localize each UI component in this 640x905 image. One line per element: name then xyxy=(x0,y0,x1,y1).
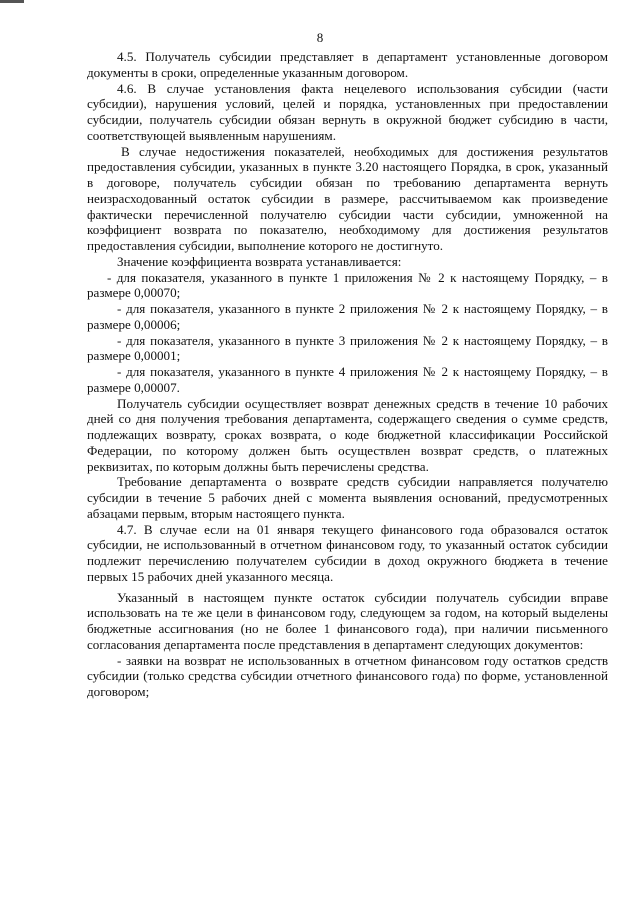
list-item-indicator-3: - для показателя, указанного в пункте 3 приложения № 2 к настоящему Порядку, – в размере 0,00001; xyxy=(87,332,608,364)
paragraph-return-terms: Получатель субсидии осуществляет возврат денежных средств в течение 10 рабочих дней со дня получения требования департамента, содержащего сведения о сумме средств, подлежащих возврату, сроках возврата, о коде бюджетной классификации Российской Федерации, по которому должен быть осуществлен возврат средств, о платежных реквизитах, по которым должны быть перечислены средства. xyxy=(87,395,608,474)
paragraph-4-6: 4.6. В случае установления факта нецелевого использования субсидии (части субсидии), нарушения условий, целей и порядка, установленных при предоставлении субсидии, получатель субсидии обязан вернуть в окружной бюджет субсидию в части, соответствующей выявленным нарушениям. xyxy=(87,80,608,143)
paragraph-remainder-use: Указанный в настоящем пункте остаток субсидии получатель субсидии вправе использовать на те же цели в финансовом году, следующем за годом, на который выделены бюджетные ассигнования (но не более 1 финансового года), при наличии письменного согласования департамента после представления в департамент следующих документов: xyxy=(87,589,608,652)
list-item-indicator-1: - для показателя, указанного в пункте 1 приложения № 2 к настоящему Порядку, – в размере 0,00070; xyxy=(87,269,608,301)
page-number: 8 xyxy=(316,30,324,45)
list-item-return-request: - заявки на возврат не использованных в отчетном финансовом году остатков средств субсидии (только средства субсидии отчетного финансового года) по форме, установленной договором; xyxy=(87,652,608,699)
paragraph-4-7: 4.7. В случае если на 01 января текущего финансового года образовался остаток субсидии, не использованный в отчетном финансовом году, то указанный остаток субсидии подлежит перечислению получателем субсидии в доход окружного бюджета в течение первых 15 рабочих дней указанного месяца. xyxy=(87,521,608,584)
scan-corner-mark xyxy=(0,0,24,3)
paragraph-4-5: 4.5. Получатель субсидии представляет в департамент установленные договором документы в сроки, определенные указанным договором. xyxy=(87,49,608,80)
list-item-indicator-4: - для показателя, указанного в пункте 4 приложения № 2 к настоящему Порядку, – в размере 0,00007. xyxy=(87,364,608,395)
paragraph-department-demand: Требование департамента о возврате средств субсидии направляется получателю субсидии в течение 5 рабочих дней с момента выявления оснований, предусмотренных абзацами первым, вторым настоящего пункта. xyxy=(87,474,608,521)
document-body xyxy=(87,49,608,700)
paragraph-coefficient-intro: Значение коэффициента возврата устанавливается: xyxy=(117,253,402,269)
list-item-indicator-2: - для показателя, указанного в пункте 2 приложения № 2 к настоящему Порядку, – в размере 0,00006; xyxy=(87,301,608,332)
paragraph-undershoot-return: В случае недостижения показателей, необходимых для достижения результатов предоставления субсидии, указанных в пункте 3.20 настоящего Порядка, в срок, указанный в договоре, получатель субсидии обязан по требованию департамента вернуть неизрасходованный остаток субсидии в размере, рассчитываемом как произведение фактически перечисленной получателю субсидии части субсидии, умноженной на коэффициент возврата по показателю, необходимому для достижения результатов предоставления субсидии, выполнение которого не достигнуто. xyxy=(87,143,608,253)
